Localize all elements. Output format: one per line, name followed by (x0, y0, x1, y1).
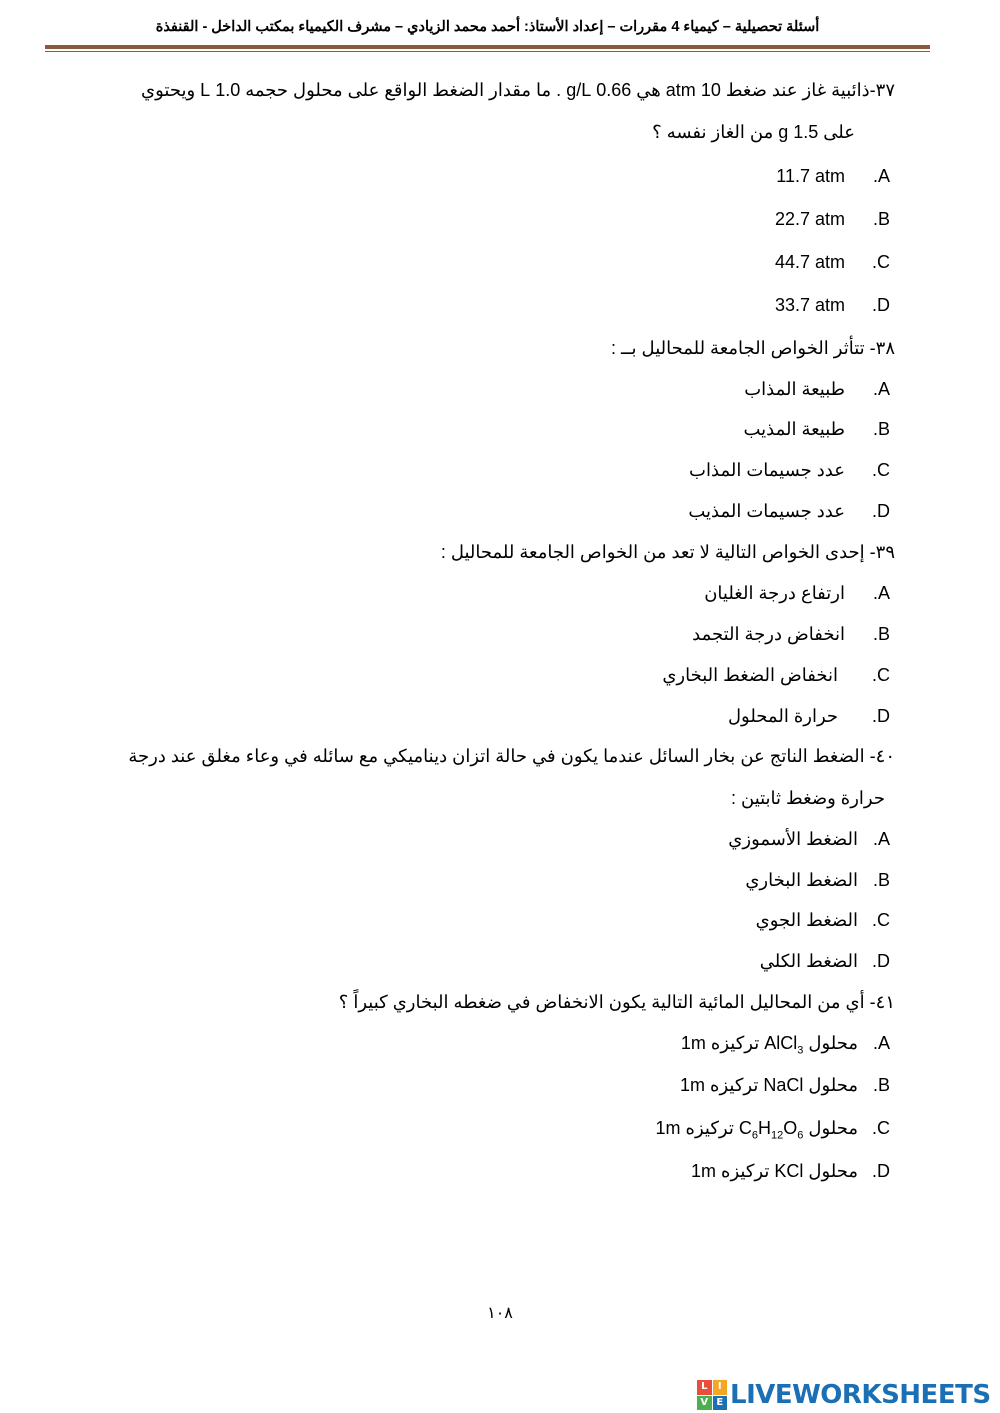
option-letter: .B (872, 624, 890, 644)
option-letter: .B (872, 870, 890, 890)
formula-subscript: 3 (797, 1044, 804, 1057)
option-text: عدد جسيمات المذاب (689, 460, 845, 480)
q40-option-b[interactable] (0, 866, 1000, 894)
q39-option-b[interactable] (0, 620, 1000, 648)
option-letter: .A (872, 829, 890, 849)
option-text: انخفاض درجة التجمد (692, 624, 845, 644)
logo-tile: E (713, 1396, 728, 1411)
formula-element: H (757, 1118, 771, 1138)
page-number: ١٠٨ (487, 1303, 513, 1322)
formula-element: C (738, 1118, 752, 1138)
formula-subscript: 6 (751, 1129, 758, 1142)
question-37-line-1: ٣٧-ذائبية غاز عند ضغط 10 atm هي 0.66 g/L . ما مقدار الضغط الواقع على محلول حجمه 1.0 L ويحتوي (141, 80, 895, 100)
option-text (680, 1071, 858, 1099)
option-post: تركيزه 1m (680, 1033, 760, 1053)
option-letter: .B (872, 209, 890, 229)
option-text: انخفاض الضغط البخاري (662, 665, 838, 685)
option-pre: محلول (808, 1075, 858, 1095)
option-letter: .D (872, 951, 890, 971)
option-letter: .D (872, 1161, 890, 1181)
option-letter: .D (872, 501, 890, 521)
q37-option-a[interactable] (0, 162, 1000, 190)
header-rule-thin (45, 51, 930, 52)
q40-option-a[interactable] (0, 825, 1000, 853)
option-text (691, 1157, 858, 1185)
q40-option-c[interactable] (0, 906, 1000, 934)
q37-option-d[interactable] (0, 291, 1000, 319)
option-letter: .C (872, 665, 890, 685)
chemical-formula (738, 1118, 804, 1142)
q41-option-c[interactable] (0, 1114, 1000, 1142)
option-letter: .C (872, 252, 890, 272)
liveworksheets-logo-icon (697, 1380, 727, 1410)
chemical-formula: KCl (774, 1161, 804, 1181)
question-38: ٣٨- تتأثر الخواص الجامعة للمحاليل بــ : (611, 338, 895, 358)
q41-option-a[interactable] (0, 1029, 1000, 1057)
option-text (656, 1114, 858, 1142)
option-letter: .B (872, 1075, 890, 1095)
option-letter: .A (872, 583, 890, 603)
option-letter: .A (872, 379, 890, 399)
q37-option-b[interactable] (0, 205, 1000, 233)
option-text: 44.7 atm (774, 252, 845, 272)
q38-option-a[interactable] (0, 375, 1000, 403)
header-rule-thick (45, 45, 930, 49)
question-40-line-1: ٤٠- الضغط الناتج عن بخار السائل عندما يكون في حالة اتزان ديناميكي مع سائله في وعاء مغلق عند درجة (128, 746, 895, 766)
question-40-line-2: حرارة وضغط ثابتين : (730, 788, 885, 808)
q37-option-c[interactable] (0, 248, 1000, 276)
option-pre: محلول (808, 1161, 858, 1181)
option-text: عدد جسيمات المذيب (688, 501, 845, 521)
q39-option-c[interactable] (0, 661, 1000, 689)
option-post: تركيزه 1m (691, 1161, 770, 1181)
q39-option-d[interactable] (0, 702, 1000, 730)
option-text: 33.7 atm (774, 295, 845, 315)
option-text: ارتفاع درجة الغليان (704, 583, 845, 603)
option-text: طبيعة المذاب (744, 379, 845, 399)
page-header: أسئلة تحصيلية – كيمياء 4 مقررات – إعداد الأستاذ: أحمد محمد الزيادي – مشرف الكيمياء بمكتب الداخل - القنفذة (155, 19, 820, 35)
q39-option-a[interactable] (0, 579, 1000, 607)
option-post: تركيزه 1m (655, 1118, 734, 1138)
question-41: ٤١- أي من المحاليل المائية التالية يكون الانخفاض في ضغطه البخاري كبيراً ؟ (338, 992, 895, 1012)
option-letter: .D (872, 706, 890, 726)
question-37-line-2: على 1.5 g من الغاز نفسه ؟ (652, 122, 855, 142)
formula-subscript: 6 (797, 1129, 804, 1142)
q38-option-d[interactable] (0, 497, 1000, 525)
q38-option-b[interactable] (0, 415, 1000, 443)
option-text: الضغط الجوي (755, 910, 858, 930)
option-text: الضغط الأسموزي (728, 829, 858, 849)
option-letter: .C (872, 460, 890, 480)
option-post: تركيزه 1m (680, 1075, 759, 1095)
option-pre: محلول (808, 1033, 858, 1053)
option-letter: .B (872, 419, 890, 439)
option-text: الضغط البخاري (745, 870, 858, 890)
chemical-formula (764, 1033, 804, 1057)
option-text: طبيعة المذيب (743, 419, 845, 439)
option-text: حرارة المحلول (727, 706, 838, 726)
option-text (681, 1029, 858, 1057)
option-text: 22.7 atm (774, 209, 845, 229)
option-letter: .A (872, 1033, 890, 1053)
brand-name: LIVEWORKSHEETS (730, 1380, 991, 1410)
logo-tile: V (697, 1396, 712, 1411)
formula-element: O (783, 1118, 798, 1138)
q41-option-d[interactable] (0, 1157, 1000, 1185)
option-letter: .C (872, 1118, 890, 1138)
formula-main: AlCl (764, 1033, 798, 1053)
logo-tile: I (713, 1380, 728, 1395)
formula-subscript: 12 (770, 1129, 784, 1142)
option-letter: .D (872, 295, 890, 315)
q41-option-b[interactable] (0, 1071, 1000, 1099)
option-pre: محلول (808, 1118, 858, 1138)
question-39: ٣٩- إحدى الخواص التالية لا تعد من الخواص الجامعة للمحاليل : (440, 542, 895, 562)
q38-option-c[interactable] (0, 456, 1000, 484)
chemical-formula: NaCl (763, 1075, 804, 1095)
option-text: الضغط الكلي (759, 951, 858, 971)
liveworksheets-brand[interactable] (697, 1378, 991, 1412)
logo-tile: L (697, 1380, 712, 1395)
option-text: 11.7 atm (776, 166, 845, 186)
option-letter: .C (872, 910, 890, 930)
option-letter: .A (872, 166, 890, 186)
q40-option-d[interactable] (0, 947, 1000, 975)
